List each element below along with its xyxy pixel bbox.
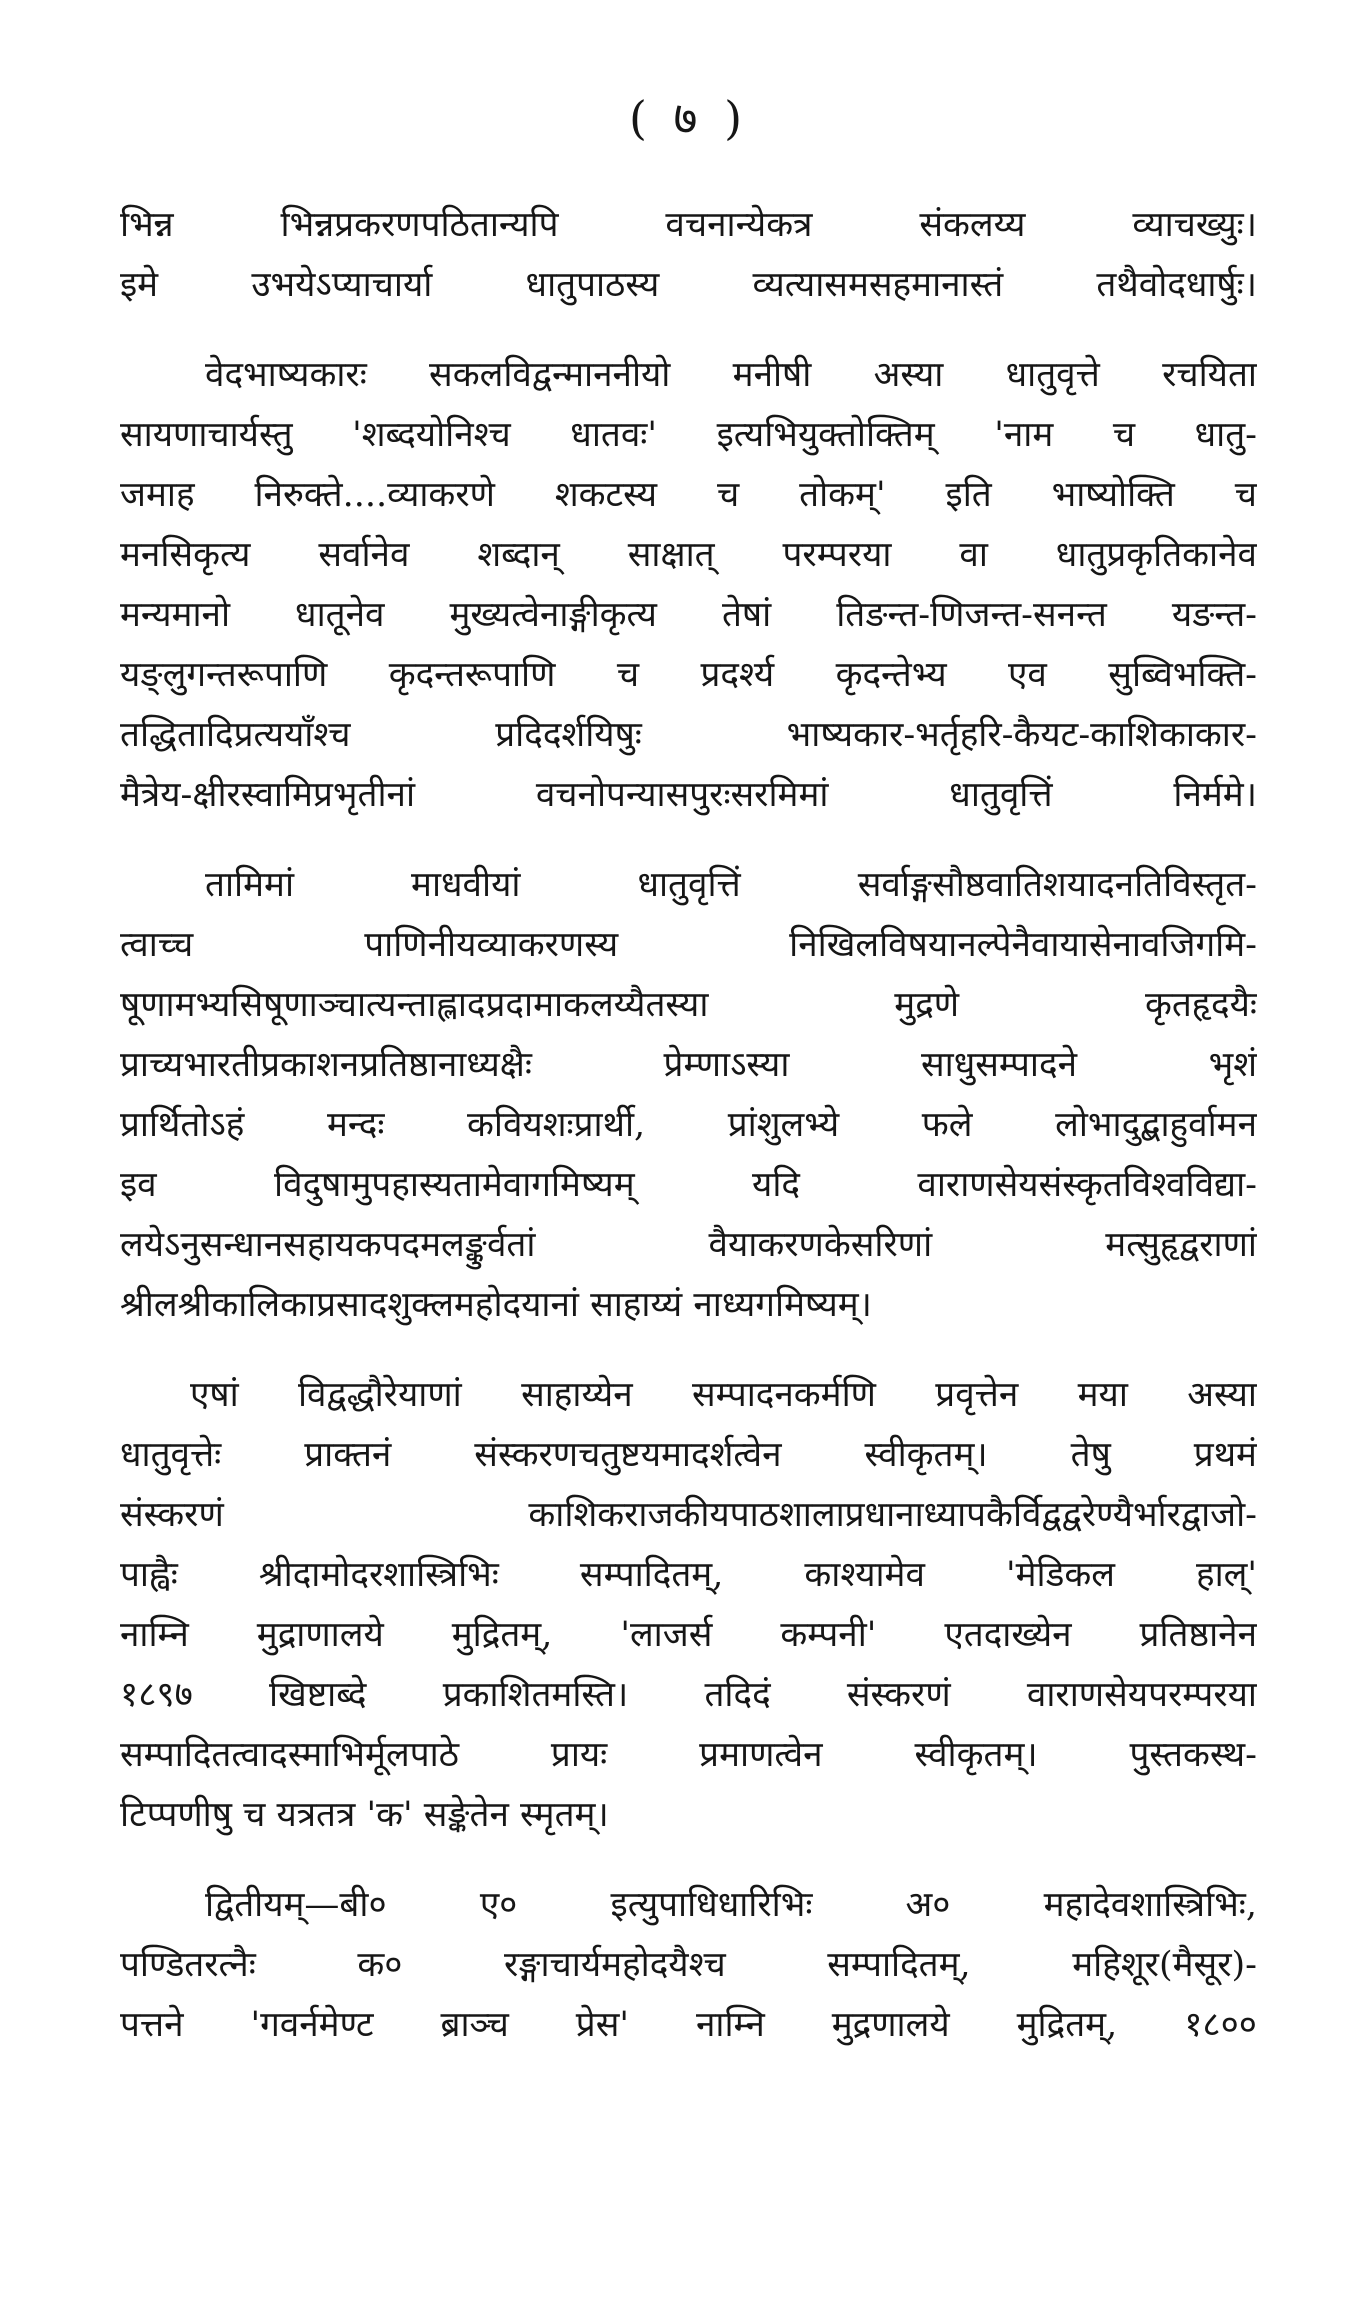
text-line: द्वितीयम्—बी० ए० इत्युपाधिधारिभिः अ० महादेवशास्त्रिभिः, (205, 1885, 1257, 1925)
text-line: टिप्पणीषु च यत्रतत्र 'क' सङ्केतेन स्मृतम्। (120, 1795, 609, 1835)
text-line: पत्तने 'गवर्नमेण्ट ब्राञ्च प्रेस' नाम्नि मुद्रणालये मुद्रितम्, १८०० (120, 2005, 1257, 2045)
text-line: तद्धितादिप्रत्ययाँश्च प्रदिदर्शयिषुः भाष्यकार-भर्तृहरि-कैयट-काशिकाकार- (120, 715, 1257, 755)
paragraph-4 (120, 1365, 1257, 1845)
text-line: मनसिकृत्य सर्वानेव शब्दान् साक्षात् परम्परया वा धातुप्रकृतिकानेव (120, 535, 1257, 575)
text-line: प्रार्थितोऽहं मन्दः कवियशःप्रार्थी, प्रांशुलभ्ये फले लोभादुद्बाहुर्वामन (120, 1105, 1257, 1145)
text-line: संस्करणं काशिकराजकीयपाठशालाप्रधानाध्यापकैर्विद्वद्वरेण्यैर्भारद्वाजो- (120, 1495, 1257, 1535)
text-line: त्वाच्च पाणिनीयव्याकरणस्य निखिलविषयानल्पेनैवायासेनावजिगमि- (120, 925, 1257, 965)
text-line: प्राच्यभारतीप्रकाशनप्रतिष्ठानाध्यक्षैः प्रेम्णाऽस्या साधुसम्पादने भृशं (120, 1045, 1257, 1085)
text-line: १८९७ खिष्टाब्दे प्रकाशितमस्ति। तदिदं संस्करणं वाराणसेयपरम्परया (120, 1675, 1257, 1715)
text-line: मन्यमानो धातूनेव मुख्यत्वेनाङ्गीकृत्य तेषां तिङन्त-णिजन्त-सनन्त यङन्त- (120, 595, 1257, 635)
text-line: तामिमां माधवीयां धातुवृत्तिं सर्वाङ्गसौष्ठवातिशयादनतिविस्तृत- (205, 865, 1257, 905)
paragraph-3 (120, 855, 1257, 1335)
text-line: एषां विद्वद्धौरेयाणां साहाय्येन सम्पादनकर्मणि प्रवृत्तेन मया अस्या (190, 1375, 1257, 1415)
text-line: षूणामभ्यसिषूणाञ्चात्यन्ताह्लादप्रदामाकलय्यैतस्या मुद्रणे कृतहृदयैः (120, 985, 1257, 1025)
text-line: इव विदुषामुपहास्यतामेवागमिष्यम् यदि वाराणसेयसंस्कृतविश्वविद्या- (120, 1165, 1257, 1205)
text-line: श्रीलश्रीकालिकाप्रसादशुक्लमहोदयानां साहाय्यं नाध्यगमिष्यम्। (120, 1285, 872, 1325)
text-line: भिन्न भिन्नप्रकरणपठितान्यपि वचनान्येकत्र संकलय्य व्याचख्युः। (120, 205, 1257, 245)
text-line: जमाह निरुक्ते....व्याकरणे शकटस्य च तोकम्' इति भाष्योक्ति च (120, 475, 1257, 515)
paragraph-1 (120, 195, 1257, 315)
text-line: नाम्नि मुद्राणालये मुद्रितम्, 'लाजर्स कम्पनी' एतदाख्येन प्रतिष्ठानेन (120, 1615, 1257, 1655)
paragraph-2 (120, 345, 1257, 825)
text-line: पाह्वैः श्रीदामोदरशास्त्रिभिः सम्पादितम्, काश्यामेव 'मेडिकल हाल्' (120, 1555, 1257, 1595)
text-line: इमे उभयेऽप्याचार्या धातुपाठस्य व्यत्यासमसहमानास्तं तथैवोदधार्षुः। (120, 265, 1257, 305)
text-line: यङ्लुगन्तरूपाणि कृदन्तरूपाणि च प्रदर्श्य कृदन्तेभ्य एव सुब्विभक्ति- (120, 655, 1257, 695)
page-number: ( ७ ) (628, 91, 749, 145)
text-line: लयेऽनुसन्धानसहायकपदमलङ्कुर्वतां वैयाकरणकेसरिणां मत्सुहृद्वराणां (120, 1225, 1257, 1265)
text-line: सायणाचार्यस्तु 'शब्दयोनिश्च धातवः' इत्यभियुक्तोक्तिम् 'नाम च धातु- (120, 415, 1257, 455)
text-line: पण्डितरत्नैः क० रङ्गाचार्यमहोदयैश्च सम्पादितम्, महिशूर(मैसूर)- (120, 1945, 1257, 1985)
paragraph-5 (120, 1875, 1257, 2055)
text-line: वेदभाष्यकारः सकलविद्वन्माननीयो मनीषी अस्या धातुवृत्ते रचयिता (205, 355, 1257, 395)
text-line: मैत्रेय-क्षीरस्वामिप्रभृतीनां वचनोपन्यासपुरःसरमिमां धातुवृत्तिं निर्ममे। (120, 775, 1257, 815)
text-line: सम्पादितत्वादस्माभिर्मूलपाठे प्रायः प्रमाणत्वेन स्वीकृतम्। पुस्तकस्थ- (120, 1735, 1257, 1775)
text-line: धातुवृत्तेः प्राक्तनं संस्करणचतुष्टयमादर्शत्वेन स्वीकृतम्। तेषु प्रथमं (120, 1435, 1257, 1475)
